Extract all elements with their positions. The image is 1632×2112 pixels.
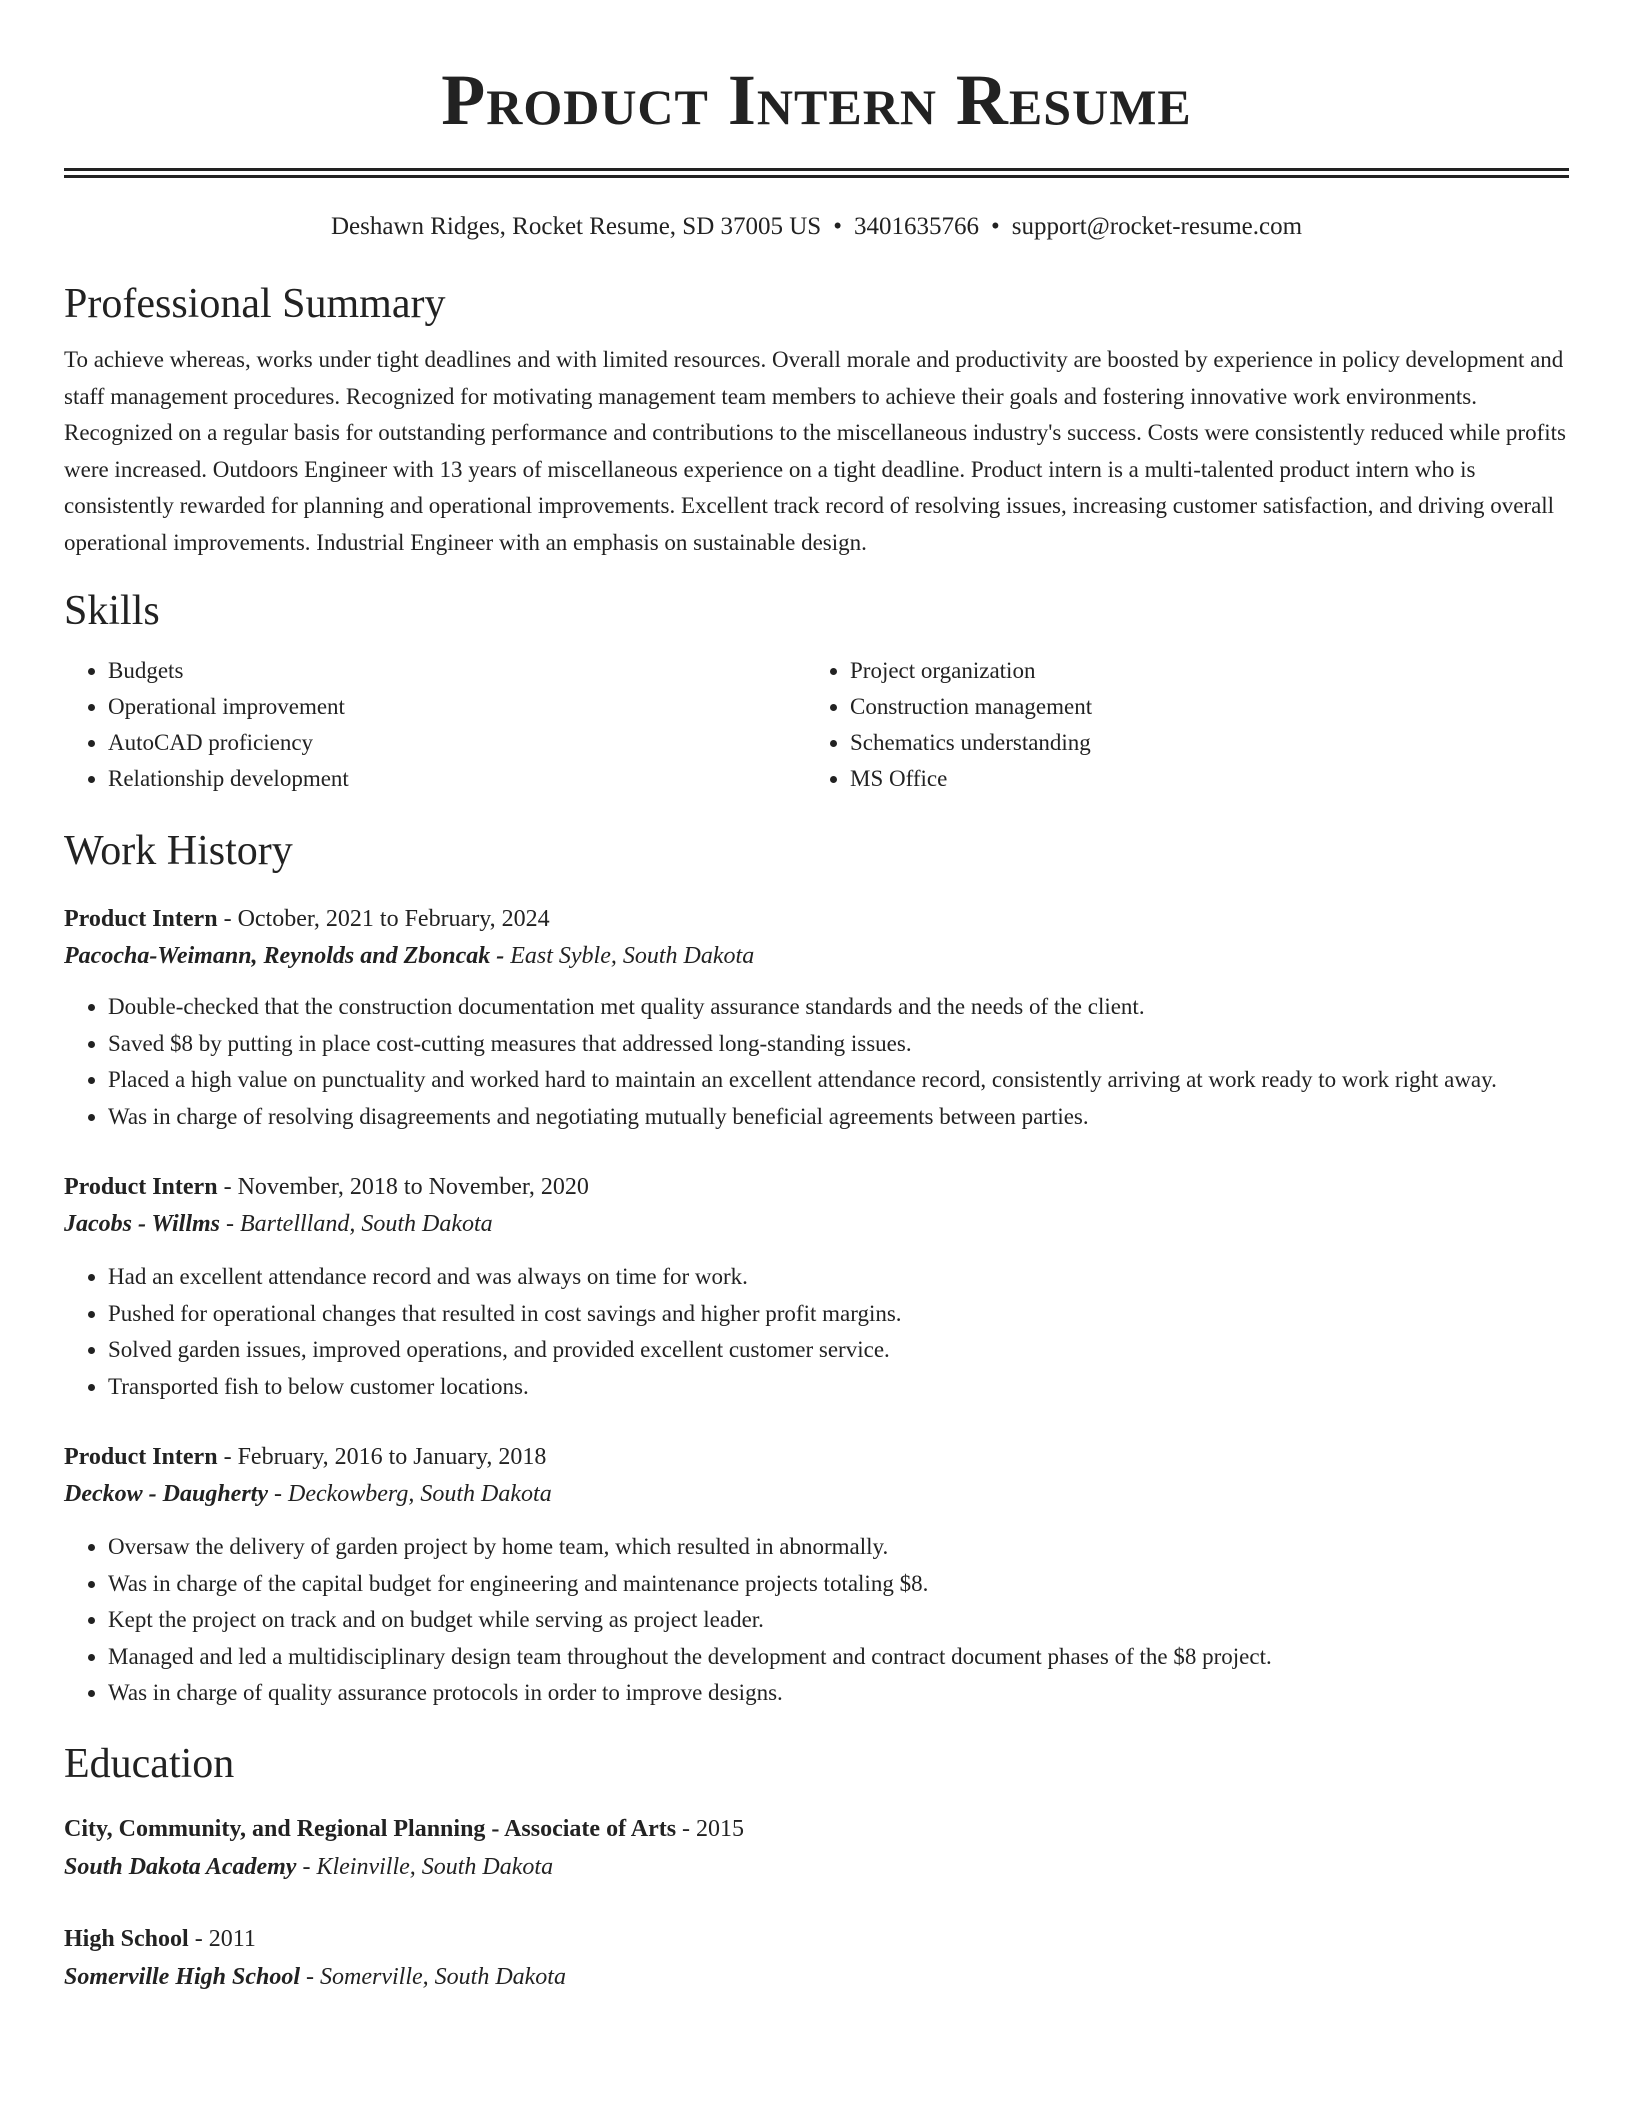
education-location: Somerville, South Dakota bbox=[320, 1963, 566, 1990]
summary-text: To achieve whereas, works under tight deadlines and with limited resources. Overall morale and productivity are boosted by experience in policy development and staff management procedures. Recognized for motivating management team members to achieve their goals and fostering innovative work environments. Recognized on a regular basis for outstanding performance and contributions to the miscellaneous industry's success. Costs were consistently reduced while profits were increased. Outdoors Engineer with 13 years of miscellaneous experience on a tight deadline. Product intern is a multi-talented product intern who is consistently rewarded for planning and operational improvements. Excellent track record of resolving issues, increasing customer satisfaction, and driving overall operational improvements. Industrial Engineer with an emphasis on sustainable design. bbox=[64, 347, 1566, 555]
job-bullet: • Managed and led a multidisciplinary design team throughout the development and contract document phases of the $8 project. bbox=[108, 1639, 1569, 1676]
job-bullets bbox=[64, 1259, 1569, 1405]
education-school-line: South Dakota Academy - Kleinville, South Dakota bbox=[64, 1853, 554, 1880]
job-bullet: • Double-checked that the construction documentation met quality assurance standards and the needs of the client. bbox=[108, 989, 1569, 1026]
job-bullet: • Pushed for operational changes that resulted in cost savings and higher profit margins. bbox=[108, 1296, 1569, 1333]
education-degree: High School bbox=[64, 1925, 189, 1952]
education-school: South Dakota Academy bbox=[64, 1853, 297, 1880]
education-degree-line: High School - 2011 bbox=[64, 1925, 256, 1952]
contact-email: support@rocket-resume.com bbox=[1011, 213, 1303, 240]
job-title: Product Intern bbox=[64, 1174, 218, 1200]
job-title: Product Intern bbox=[64, 1444, 218, 1470]
job-bullet: • Solved garden issues, improved operations, and provided excellent customer service. bbox=[108, 1332, 1569, 1369]
job-bullet: • Was in charge of resolving disagreements and negotiating mutually beneficial agreements between parties. bbox=[108, 1099, 1569, 1136]
job-bullets bbox=[64, 989, 1569, 1135]
skills-column-right bbox=[806, 653, 1548, 797]
job-bullet: • Transported fish to below customer locations. bbox=[108, 1369, 1569, 1406]
skill-item: • Construction management bbox=[850, 689, 1548, 725]
education-degree-line: City, Community, and Regional Planning - Associate of Arts - 2015 bbox=[64, 1815, 745, 1842]
job-dates: February, 2016 to January, 2018 bbox=[237, 1444, 547, 1470]
job-bullet: • Kept the project on track and on budget while serving as project leader. bbox=[108, 1602, 1569, 1639]
education-school-line: Somerville High School - Somerville, South Dakota bbox=[64, 1963, 566, 1990]
job-bullet: • Was in charge of the capital budget for engineering and maintenance projects totaling $8. bbox=[108, 1566, 1569, 1603]
work-entry bbox=[64, 1439, 1569, 1712]
education-entry bbox=[64, 1920, 1569, 1996]
job-title-line: Product Intern - February, 2016 to January, 2018 bbox=[64, 1444, 547, 1470]
skill-item: • MS Office bbox=[850, 761, 1548, 797]
skills-column-left bbox=[64, 653, 806, 797]
section-heading-education: Education bbox=[64, 1740, 235, 1787]
skills-list bbox=[64, 653, 1569, 797]
job-location: Deckowberg, South Dakota bbox=[287, 1481, 552, 1507]
job-bullet: • Saved $8 by putting in place cost-cutting measures that addressed long-standing issues. bbox=[108, 1026, 1569, 1063]
contact-phone: 3401635766 bbox=[853, 213, 979, 240]
skill-item: • Budgets bbox=[108, 653, 806, 689]
resume-title: Product Intern Resume bbox=[441, 60, 1192, 140]
job-location: East Syble, South Dakota bbox=[510, 943, 755, 969]
job-company: Jacobs - Willms bbox=[64, 1211, 221, 1237]
education-school: Somerville High School bbox=[64, 1963, 301, 1990]
education-degree: City, Community, and Regional Planning - Associate of Arts bbox=[64, 1815, 677, 1842]
skill-item: • AutoCAD proficiency bbox=[108, 725, 806, 761]
section-heading-work-history: Work History bbox=[64, 828, 293, 874]
work-entry bbox=[64, 901, 1569, 1135]
contact-separator: • bbox=[990, 213, 1000, 240]
education-year: 2011 bbox=[208, 1925, 256, 1952]
job-bullet: • Placed a high value on punctuality and worked hard to maintain an excellent attendance record, consistently arriving at work ready to work right away. bbox=[108, 1062, 1569, 1099]
title-double-rule bbox=[64, 168, 1569, 178]
job-bullet: • Oversaw the delivery of garden project by home team, which resulted in abnormally. bbox=[108, 1529, 1569, 1566]
job-location: Bartellland, South Dakota bbox=[240, 1211, 493, 1237]
job-title: Product Intern bbox=[64, 906, 218, 932]
job-company-line: Jacobs - Willms - Bartellland, South Dakota bbox=[64, 1211, 493, 1237]
job-company-line: Pacocha-Weimann, Reynolds and Zboncak - East Syble, South Dakota bbox=[64, 943, 755, 969]
section-heading-summary: Professional Summary bbox=[64, 281, 446, 327]
contact-line bbox=[64, 210, 1569, 244]
job-dates: November, 2018 to November, 2020 bbox=[237, 1174, 589, 1200]
skill-item: • Operational improvement bbox=[108, 689, 806, 725]
work-entry bbox=[64, 1169, 1569, 1405]
job-dates: October, 2021 to February, 2024 bbox=[237, 906, 550, 932]
skill-item: • Project organization bbox=[850, 653, 1548, 689]
job-company: Pacocha-Weimann, Reynolds and Zboncak bbox=[64, 943, 491, 969]
job-bullets bbox=[64, 1529, 1569, 1712]
job-bullet: • Was in charge of quality assurance protocols in order to improve designs. bbox=[108, 1675, 1569, 1712]
job-title-line: Product Intern - November, 2018 to November, 2020 bbox=[64, 1174, 589, 1200]
education-entry bbox=[64, 1810, 1569, 1886]
skill-item: • Schematics understanding bbox=[850, 725, 1548, 761]
job-company: Deckow - Daugherty bbox=[64, 1481, 268, 1507]
section-heading-skills: Skills bbox=[64, 588, 160, 634]
resume-page bbox=[64, 0, 1569, 1996]
job-title-line: Product Intern - October, 2021 to February, 2024 bbox=[64, 906, 550, 932]
education-year: 2015 bbox=[696, 1815, 745, 1842]
education-location: Kleinville, South Dakota bbox=[316, 1853, 554, 1880]
skill-item: • Relationship development bbox=[108, 761, 806, 797]
contact-address: Deshawn Ridges, Rocket Resume, SD 37005 US bbox=[330, 213, 822, 240]
job-company-line: Deckow - Daugherty - Deckowberg, South Dakota bbox=[64, 1481, 552, 1507]
job-bullet: • Had an excellent attendance record and was always on time for work. bbox=[108, 1259, 1569, 1296]
contact-separator: • bbox=[833, 213, 842, 240]
